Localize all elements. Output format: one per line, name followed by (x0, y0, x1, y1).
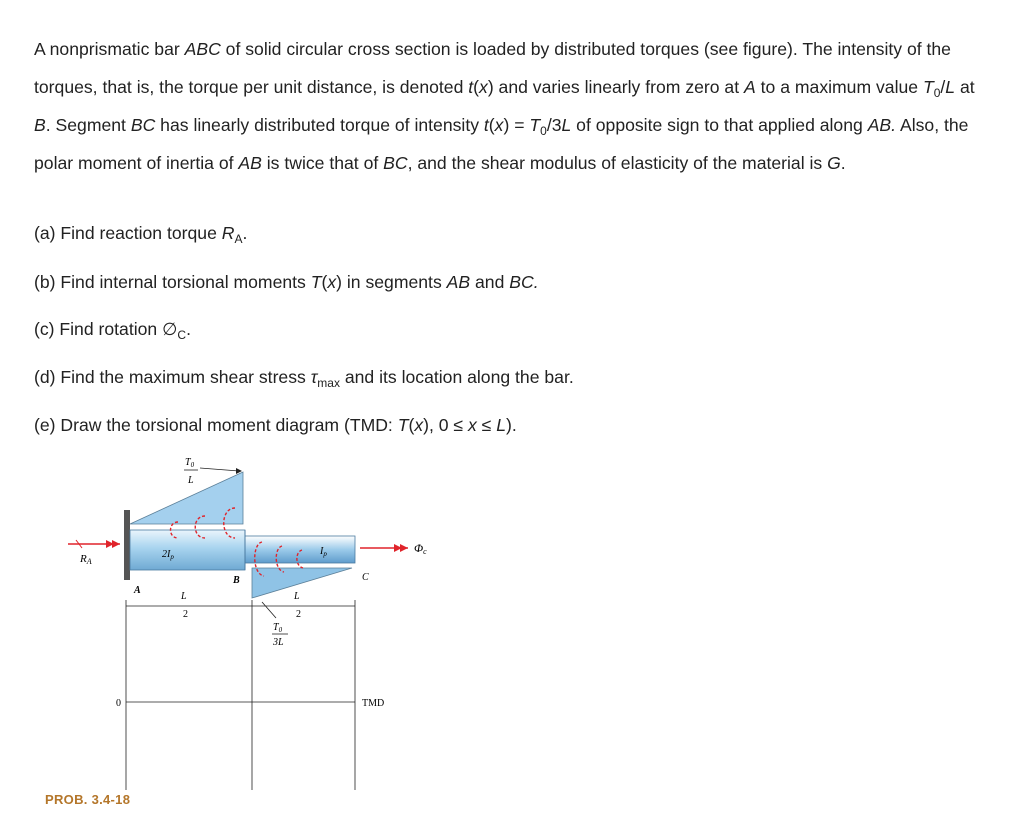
ra-label: RA (80, 553, 92, 566)
svg-text:T0: $T_0$ (185, 457, 195, 469)
two-ip-label: $2I_p$ (162, 549, 174, 561)
question-c: (c) Find rotation $\emptyset_C$. (34, 319, 191, 342)
svg-text:L: L (188, 475, 194, 486)
ip-label: $I_p$ (320, 546, 327, 558)
question-a: (a) Find reaction torque $R_A$. (34, 223, 248, 246)
dim-2-bc: 2 (296, 609, 301, 620)
t0-over-3l-label (262, 602, 288, 648)
support-wall (124, 510, 130, 580)
svg-text:T0: $T_0$ (273, 622, 283, 634)
question-e: (e) Draw the torsional moment diagram (TMD: T(x), 0 ≤ x ≤ L). (34, 415, 517, 435)
question-d: (d) Find the maximum shear stress $\tau_{max}$ and its location along the bar. (34, 367, 574, 390)
problem-statement: A nonprismatic bar ABC of solid circular cross section is loaded by distributed torques (see figure). The intensity of the torques, that is, the torque per unit distance, is denoted t(x) and varies linearly from zero at A to a maximum value $T_0/L$ at B. Segment BC has linearly distributed torque of intensity $t(x) = T_0/3L$ of opposite sign to that applied along AB. Also, the polar moment of inertia of AB is twice that of BC, and the shear modulus of elasticity of the material is G. (34, 39, 975, 173)
point-c-label: C (362, 572, 369, 583)
point-a-label: A (134, 585, 141, 596)
point-b-label: B (233, 575, 240, 586)
load-triangle-bc (252, 568, 352, 598)
svg-text:3L: 3L (273, 637, 284, 648)
question-b: (b) Find internal torsional moments T(x) in segments AB and BC. (34, 272, 539, 292)
phi-c-label: Φc (414, 541, 427, 556)
tmd-label: TMD (362, 698, 385, 709)
dim-2-ab: 2 (183, 609, 188, 620)
tmd-zero-label: 0 (116, 698, 121, 709)
rotation-arrow (360, 544, 408, 552)
problem-figure (40, 450, 460, 790)
dim-l-bc: L (294, 591, 300, 602)
reaction-arrow (68, 540, 120, 548)
problem-caption: PROB. 3.4-18 (45, 792, 131, 807)
bar-segment-ab (130, 530, 245, 570)
dimension-lines (126, 600, 355, 790)
dim-l-ab: L (181, 591, 187, 602)
load-triangle-ab (130, 472, 243, 524)
bar-segment-bc (245, 536, 355, 563)
